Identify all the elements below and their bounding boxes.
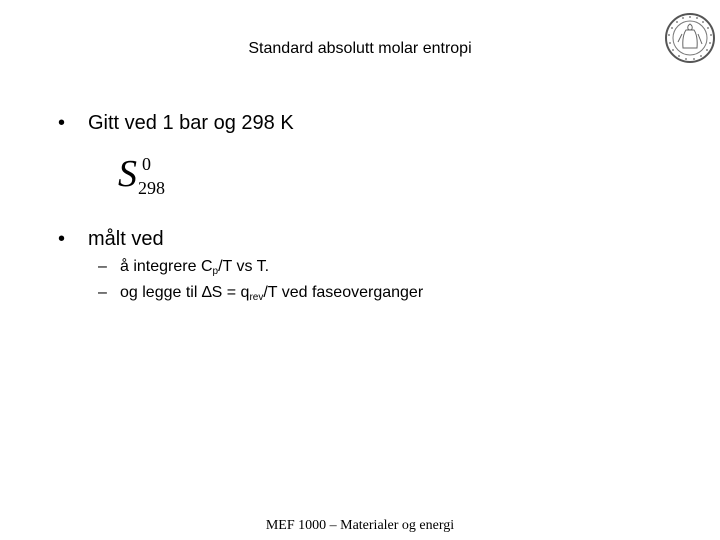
- bullet-icon: •: [58, 112, 66, 134]
- subscript: p: [212, 266, 219, 277]
- bullet-item: [58, 228, 164, 251]
- sub-bullet-item: [98, 258, 269, 277]
- sub-bullet-text: /T vs T.: [218, 258, 270, 275]
- bullet-icon: •: [58, 228, 66, 250]
- sub-bullet-text: å integrere C: [120, 258, 213, 275]
- sub-bullet-text: /T ved faseoverganger: [263, 284, 424, 301]
- bullet-text: målt ved: [88, 228, 164, 250]
- sub-bullet-text: og legge til ∆S = q: [120, 284, 250, 301]
- dash-icon: –: [98, 284, 107, 301]
- sub-bullet-item: [98, 284, 423, 303]
- slide-title: Standard absolutt molar entropi: [248, 40, 472, 57]
- slide-footer: MEF 1000 – Materialer og energi: [265, 518, 455, 533]
- formula-superscript: 0: [142, 154, 151, 174]
- bullet-item: [58, 112, 294, 135]
- formula-symbol: S: [118, 153, 137, 195]
- bullet-text: Gitt ved 1 bar og 298 K: [88, 112, 294, 134]
- subscript: rev: [249, 292, 264, 303]
- formula-subscript: 298: [138, 178, 165, 198]
- dash-icon: –: [98, 258, 107, 275]
- university-seal-logo: [664, 12, 716, 64]
- entropy-formula: [118, 152, 165, 198]
